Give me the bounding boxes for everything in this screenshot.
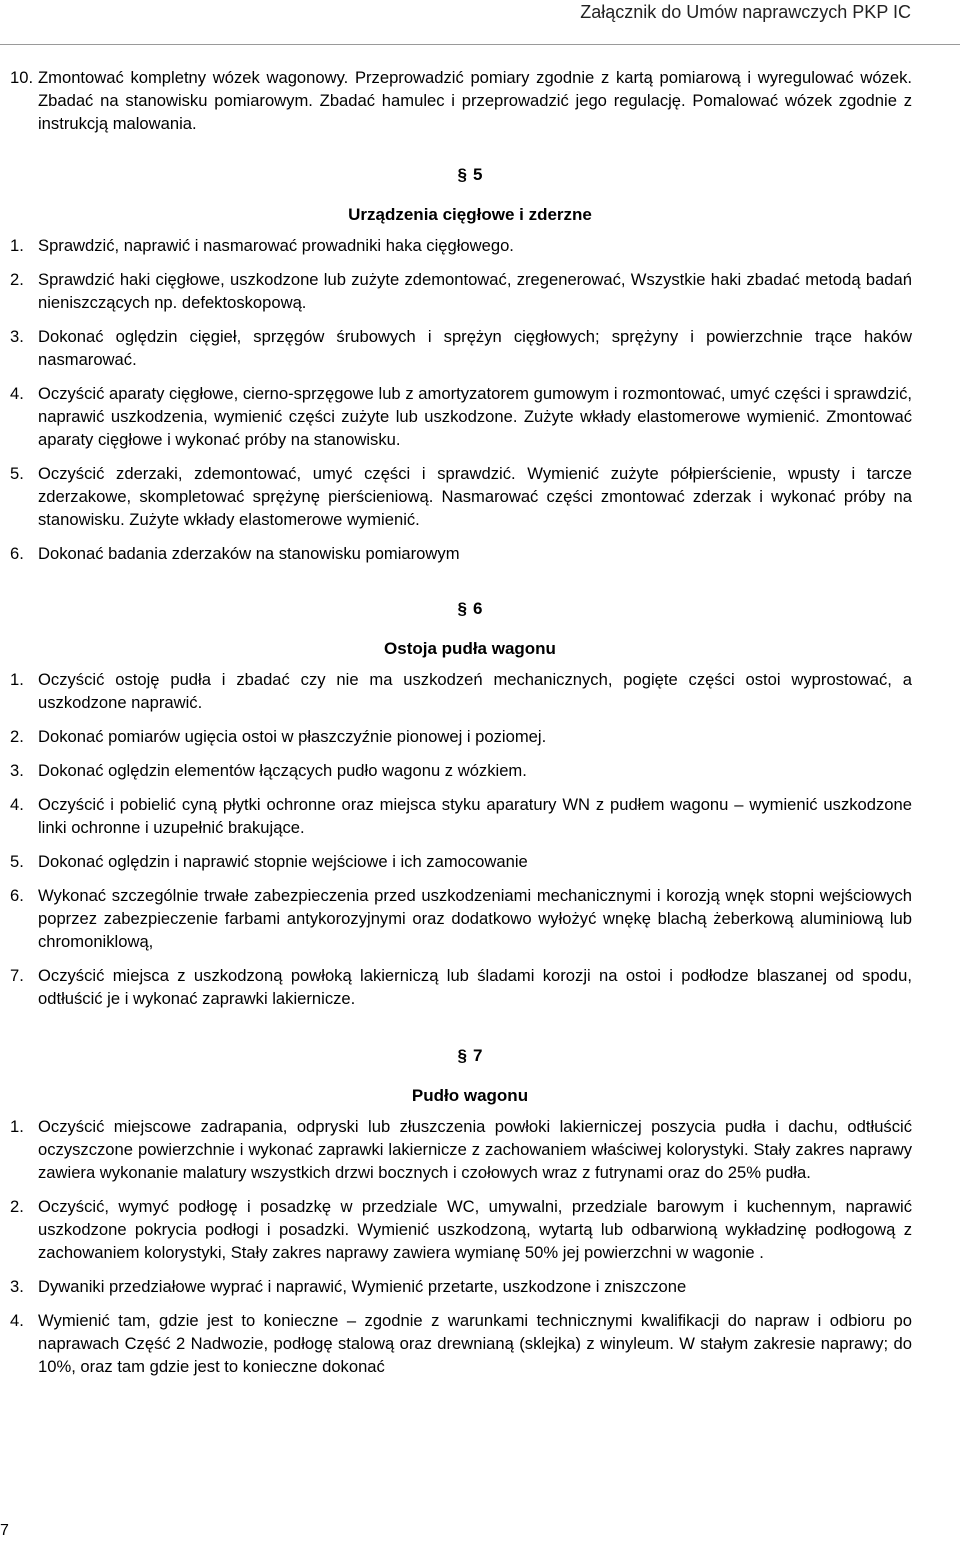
item-text: Oczyścić aparaty cięgłowe, cierno-sprzęgowe lub z amortyzatorem gumowym i rozmontować, umyć części i sprawdzić, naprawić uszkodzenia, wymienić części zużyte lub uszkodzone. Zużyte wkłady elastomerowe wymienić. Zmontować aparaty cięgłowe i wykonać próby na stanowisku. — [38, 384, 912, 449]
list-item — [10, 1275, 912, 1298]
item-number: 1. — [10, 670, 24, 689]
item-text: Dokonać badania zderzaków na stanowisku pomiarowym — [38, 544, 460, 563]
item-text: Sprawdzić haki cięgłowe, uszkodzone lub zużyte zdemontować, zregenerować, Wszystkie haki zbadać metodą badań nieniszczących np. defektoskopową. — [38, 270, 912, 312]
item-number: 4. — [10, 1311, 24, 1330]
section-heading — [28, 163, 912, 226]
list-item — [10, 759, 912, 782]
item-text: Oczyścić zderzaki, zdemontować, umyć części i sprawdzić. Wymienić zużyte półpierścienie, wpusty i tarcze zderzakowe, skompletować sprężynę pierścieniową. Nasmarować części zmontować zderzak i wykonać próby na stanowisku. Zużyte wkłady elastomerowe wymienić. — [38, 464, 912, 529]
section-number: 7 — [473, 1046, 483, 1065]
item-number: 4. — [10, 795, 24, 814]
list-item — [10, 1115, 912, 1184]
item-number: 4. — [10, 384, 24, 403]
item-text: Oczyścić i pobielić cyną płytki ochronne oraz miejsca styku aparatury WN z pudłem wagonu – wymienić uszkodzone linki ochronne i uzupełnić brakujące. — [38, 795, 912, 837]
header-divider — [0, 44, 960, 45]
item-text: Dywaniki przedziałowe wyprać i naprawić, Wymienić przetarte, uszkodzone i zniszczone — [38, 1277, 687, 1296]
list-item — [10, 668, 912, 714]
section-title: Pudło wagonu — [411, 1086, 529, 1105]
item-text: Oczyścić ostoję pudła i zbadać czy nie ma uszkodzeń mechanicznych, pogięte części ostoi wyprostować, a uszkodzone naprawić. — [38, 670, 912, 712]
item-number: 5. — [10, 852, 24, 871]
item-number: 3. — [10, 327, 24, 346]
item-number: 3. — [10, 1277, 24, 1296]
item-text: Dokonać oględzin cięgieł, sprzęgów śrubowych i sprężyn cięgłowych; sprężyny i powierzchnie trące haków nasmarować. — [38, 327, 912, 369]
section-heading — [28, 1044, 912, 1107]
list-item — [10, 234, 912, 257]
list-item — [10, 66, 912, 135]
document-header-title: Załącznik do Umów naprawczych PKP IC — [580, 2, 911, 22]
list-item — [10, 793, 912, 839]
item-text: Wykonać szczególnie trwałe zabezpieczenia przed uszkodzeniami mechanicznymi i korozją wnęk stopni wejściowych poprzez zabezpieczenie farbami antykorozyjnymi oraz dodatkowo wyłożyć wnękę blachą żeberkową aluminiową lub chromoniklową, — [38, 886, 912, 951]
item-number: 10. — [10, 68, 34, 87]
item-text: Oczyścić miejscowe zadrapania, odpryski lub złuszczenia powłoki lakierniczej poszycia pudła i dachu, odtłuścić oczyszczone powierzchnie i wykonać zaprawki lakiernicze z zachowaniem właściwej kolorystyki. Stały zakres naprawy zawiera wykonanie malatury wszystkich drzwi bocznych i czołowych wraz z futrynami oraz do 25% pudła. — [38, 1117, 912, 1182]
list-item — [10, 382, 912, 451]
paragraph-sign: § — [457, 599, 467, 618]
list-item — [10, 850, 912, 873]
item-text: Oczyścić, wymyć podłogę i posadzkę w przedziale WC, umywalni, przedziale barowym i kuchennym, naprawić uszkodzone pokrycia podłogi i posadzki. Wymienić uszkodzoną, wytartą lub odbarwioną wykładzinę podłogową z zachowaniem kolorystyki, Stały zakres naprawy zawiera wymianę 50% jej powierzchni w wagonie . — [38, 1197, 912, 1262]
item-number: 1. — [10, 236, 24, 255]
section-heading — [28, 597, 912, 660]
item-number: 7. — [10, 966, 24, 985]
section-title: Ostoja pudła wagonu — [384, 639, 556, 658]
paragraph-sign: § — [457, 1046, 467, 1065]
item-number: 5. — [10, 464, 24, 483]
section-number: 5 — [473, 165, 483, 184]
item-text: Dokonać oględzin i naprawić stopnie wejściowe i ich zamocowanie — [38, 852, 528, 871]
list-item — [10, 1309, 912, 1378]
list-item — [10, 1195, 912, 1264]
page-header — [0, 0, 960, 48]
page-number: 7 — [0, 1522, 9, 1539]
section-number: 6 — [473, 599, 483, 618]
list-item — [10, 884, 912, 953]
item-number: 2. — [10, 727, 24, 746]
item-text: Wymienić tam, gdzie jest to konieczne – zgodnie z warunkami technicznymi kwalifikacji do napraw i odbioru po naprawach Część 2 Nadwozie, podłogę stalową oraz drewnianą (sklejka) z winyleum. W stałym zakresie naprawy; do 10%, oraz tam gdzie jest to konieczne dokonać — [38, 1311, 912, 1376]
paragraph-sign: § — [457, 165, 467, 184]
item-number: 2. — [10, 270, 24, 289]
item-text: Zmontować kompletny wózek wagonowy. Przeprowadzić pomiary zgodnie z kartą pomiarową i wyregulować wózek. Zbadać na stanowisku pomiarowym. Zbadać hamulec i przeprowadzić jego regulację. Pomalować wózek zgodnie z instrukcją malowania. — [38, 68, 912, 133]
item-number: 2. — [10, 1197, 24, 1216]
item-text: Sprawdzić, naprawić i nasmarować prowadniki haka cięgłowego. — [38, 236, 514, 255]
item-number: 6. — [10, 544, 24, 563]
list-item — [10, 462, 912, 531]
section-title: Urządzenia cięgłowe i zderzne — [348, 205, 592, 224]
item-number: 3. — [10, 761, 24, 780]
list-item — [10, 325, 912, 371]
item-number: 1. — [10, 1117, 24, 1136]
list-item — [10, 725, 912, 748]
document-body — [10, 66, 912, 1389]
item-text: Dokonać oględzin elementów łączących pudło wagonu z wózkiem. — [38, 761, 527, 780]
item-text: Oczyścić miejsca z uszkodzoną powłoką lakierniczą lub śladami korozji na ostoi i podłodze blaszanej od spodu, odtłuścić je i wykonać zaprawki lakiernicze. — [38, 966, 912, 1008]
list-item — [10, 268, 912, 314]
item-text: Dokonać pomiarów ugięcia ostoi w płaszczyźnie pionowej i poziomej. — [38, 727, 547, 746]
list-item — [10, 542, 912, 565]
item-number: 6. — [10, 886, 24, 905]
list-item — [10, 964, 912, 1010]
